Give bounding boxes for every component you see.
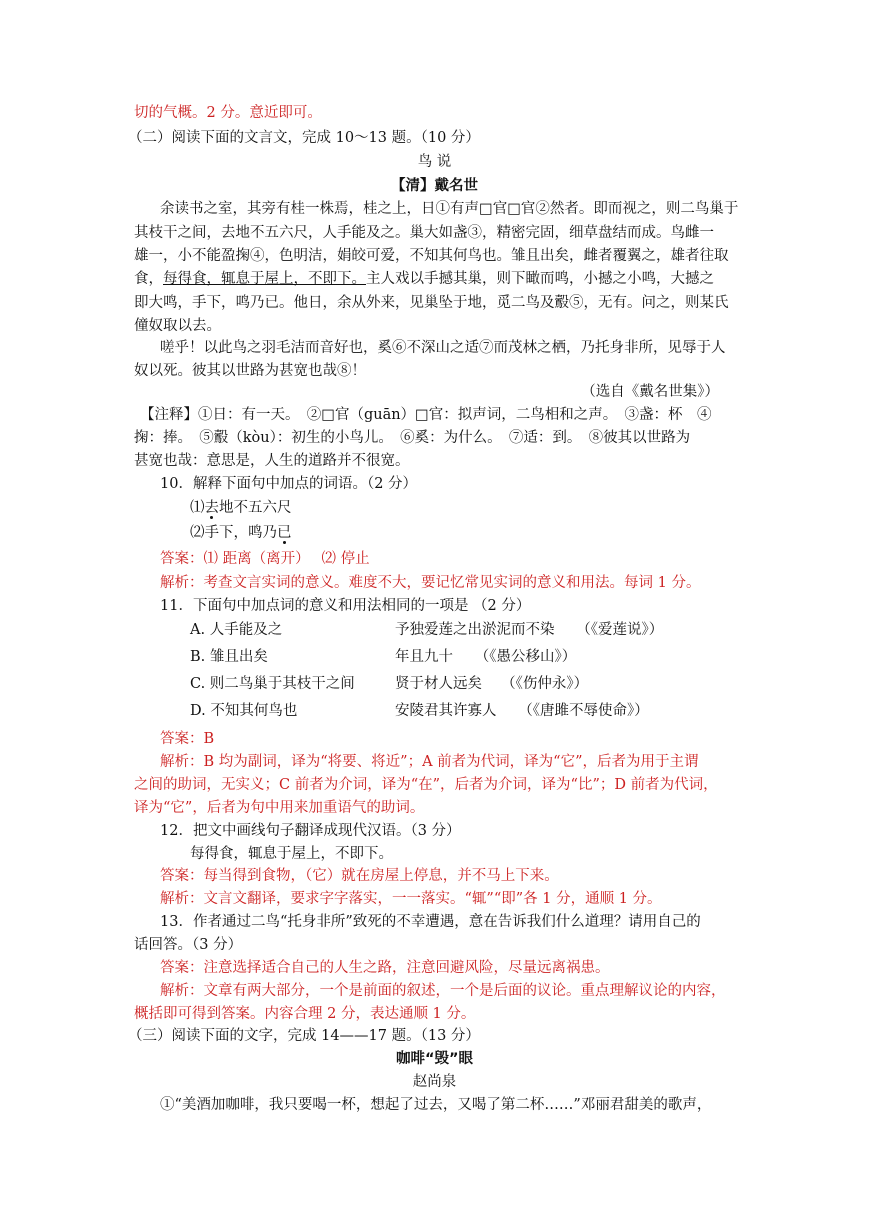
passage-line: 奴以死。彼其以世路为甚宽也哉⑧！ [134, 363, 366, 379]
passage-line: 嗟乎！以此鸟之羽毛洁而音好也，奚⑥不深山之适⑦而茂林之栖，乃托身非所，见辱于人 [160, 340, 726, 356]
section-heading: （三）阅读下面的文字，完成 14——17 题。（13 分） [128, 1028, 480, 1044]
analysis-13: 概括即可得到答案。内容合理 2 分，表达通顺 1 分。 [134, 1006, 476, 1022]
analysis-11: 之间的助词，无实义；C 前者为介词，译为“在”，后者为介词，译为“比”；D 前者为代词， [134, 777, 718, 793]
passage-title: 鸟 说 [417, 154, 452, 170]
passage-line: 食，每得食，辄息于屋上，不即下。主人戏以手撼其巢，则下瞰而鸣，小撼之小鸣，大撼之 [134, 271, 714, 287]
question-10b: ⑵手下，鸣乃已 [190, 525, 292, 541]
question-13: 话回答。（3 分） [134, 937, 243, 953]
question-12: 12．把文中画线句子翻译成现代汉语。（3 分） [160, 823, 461, 839]
passage-source: （选自《戴名世集》） [581, 384, 719, 400]
passage-line: ①“美酒加咖啡，我只要喝一杯，想起了过去，又喝了第二杯……”邓丽君甜美的歌声， [160, 1097, 712, 1113]
answer-12: 答案：每当得到食物，（它）就在房屋上停息，并不马上下来。 [160, 868, 559, 884]
option-a: A. 人手能及之 予独爱莲之出淤泥而不染 （《爱莲说》） [190, 622, 664, 638]
option-c: C. 则二鸟巢于其枝干之间 贤于材人远矣 （《伤仲永》） [190, 676, 589, 692]
analysis-13: 解析：文章有两大部分，一个是前面的叙述，一个是后面的议论。重点理解议论的内容， [160, 983, 726, 999]
analysis-12: 解析：文言文翻译，要求字字落实，一一落实。“辄”“即”各 1 分，通顺 1 分。 [160, 891, 662, 907]
notes: 掬：捧。 ⑤鷇（kòu）：初生的小鸟儿。 ⑥奚：为什么。 ⑦适：到。 ⑧彼其以世路为 [134, 430, 691, 446]
analysis-11: 解析：B 均为副词，译为“将要、将近”；A 前者为代词，译为“它”，后者为用于主谓 [160, 754, 699, 770]
analysis-10: 解析：考查文言实词的意义。难度不大，要记忆常见实词的意义和用法。每词 1 分。 [160, 575, 701, 591]
prev-answer-tail: 切的气概。2 分。意近即可。 [134, 105, 322, 121]
option-d: D. 不知其何鸟也 安陵君其许寡人 （《唐雎不辱使命》） [190, 703, 649, 719]
answer-13: 答案：注意选择适合自己的人生之路，注意回避风险，尽量远离祸患。 [160, 960, 610, 976]
passage-line: 雄一，小不能盈掬④，色明洁，娟皎可爱，不知其何鸟也。雏且出矣，雌者覆翼之，雄者往取 [134, 248, 729, 264]
question-10a: ⑴去地不五六尺 [190, 500, 292, 516]
answer-10: 答案：⑴ 距离（离开） ⑵ 停止 [160, 551, 370, 567]
passage-author: 赵尚泉 [412, 1074, 457, 1090]
passage-author: 【清】戴名世 [391, 178, 478, 194]
underlined-sentence: 每得食，辄息于屋上，不即下。 [163, 271, 366, 287]
question-11: 11．下面句中加点词的意义和用法相同的一项是 （2 分） [160, 598, 531, 614]
passage-line: 其枝干之间，去地不五六尺，人手能及之。巢大如盏③，精密完固，细草盘结而成。鸟雌一 [134, 225, 714, 241]
notes: 【注释】①日：有一天。 ②□官（guān）□官：拟声词，二鸟相和之声。 ③盏：杯 ④ [140, 407, 712, 423]
notes: 甚宽也哉：意思是，人生的道路并不很宽。 [134, 453, 410, 469]
passage-line: 即大鸣，手下，鸣乃已。他日，余从外来，见巢坠于地，觅二鸟及鷇⑤，无有。问之，则某氏 [134, 295, 729, 311]
passage-title: 咖啡“毁”眼 [395, 1051, 474, 1067]
passage-line: 僮奴取以去。 [134, 318, 221, 334]
question-12-sentence: 每得食，辄息于屋上，不即下。 [190, 846, 393, 862]
answer-11: 答案：B [160, 731, 215, 747]
option-b: B. 雏且出矣 年且九十 （《愚公移山》） [190, 649, 577, 665]
question-13: 13．作者通过二鸟“托身非所”致死的不幸遭遇，意在告诉我们什么道理？请用自己的 [160, 914, 701, 930]
question-10: 10．解释下面句中加点的词语。（2 分） [160, 476, 418, 492]
analysis-11: 译为“它”，后者为句中用来加重语气的助词。 [134, 800, 425, 816]
section-heading: （二）阅读下面的文言文，完成 10～13 题。（10 分） [128, 130, 480, 146]
passage-line: 余读书之室，其旁有桂一株焉，桂之上，日①有声□官□官②然者。即而视之，则二鸟巢于 [160, 201, 739, 217]
